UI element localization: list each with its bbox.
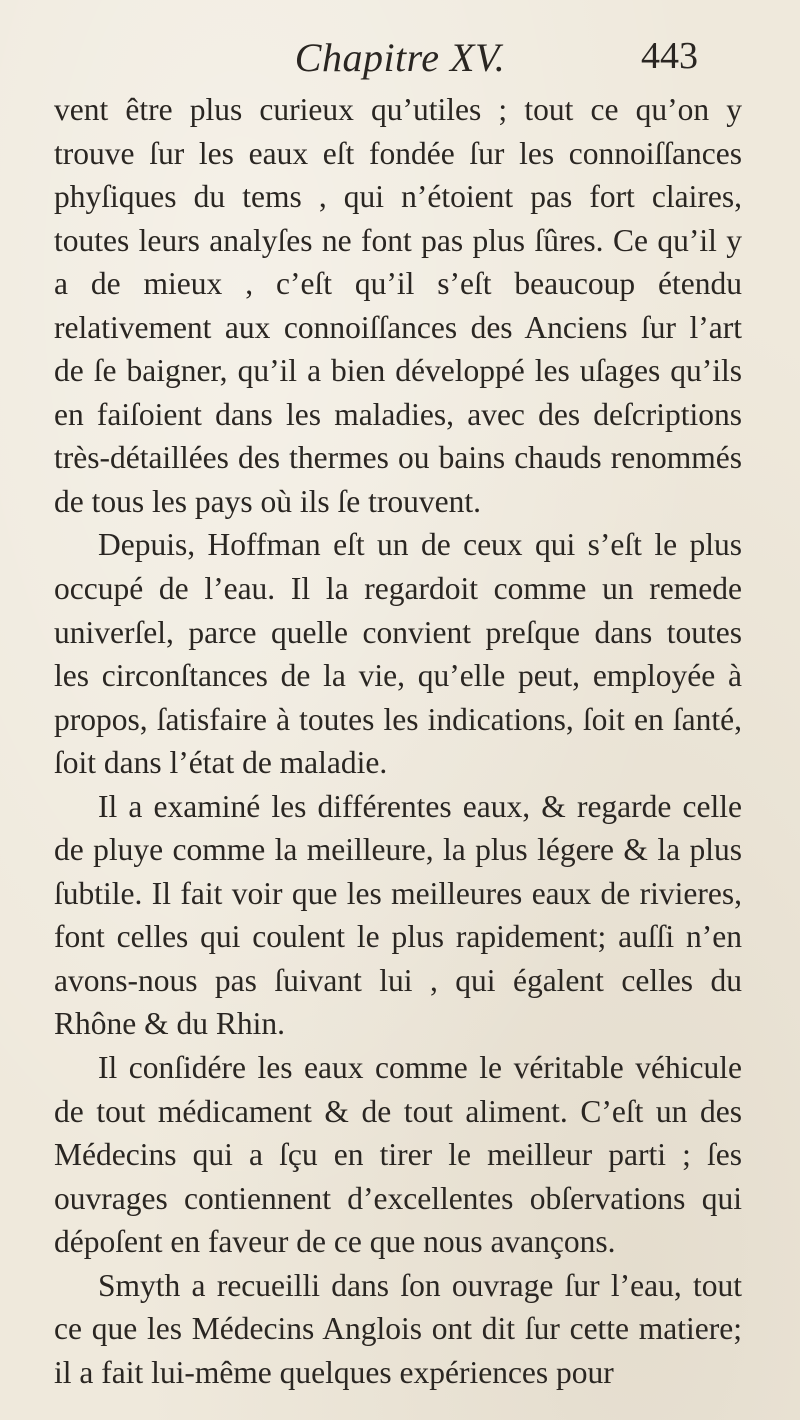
paragraph-smyth: Smyth a recueilli dans ſon ouvrage ſur l’eau, tout ce que les Médecins Anglois ont dit ſur cette matiere; il a fait lui-même quelques expériences pour bbox=[54, 1267, 742, 1390]
paragraph-hoffman: Depuis, Hoffman eſt un de ceux qui s’eſt le plus occupé de l’eau. Il la regardoit comme un remede univerſel, parce quelle convient preſque dans toutes les circonſtances de la vie, qu’elle peut, employée à propos, ſatisfaire à toutes les indications, ſoit en ſanté, ſoit dans l’état de maladie. bbox=[54, 527, 742, 781]
running-head bbox=[0, 34, 800, 84]
paragraph-vehicule: Il conſidére les eaux comme le véritable véhicule de tout médicament & de tout aliment. C’eſt un des Médecins qui a ſçu en tirer le meilleur parti ; ſes ouvrages contiennent d’excellentes obſervations qui dépoſent en faveur de ce que nous avançons. bbox=[54, 1050, 742, 1260]
page-number: 443 bbox=[641, 35, 698, 77]
chapter-title: Chapitre XV. bbox=[294, 35, 506, 80]
body-text bbox=[54, 88, 742, 1394]
paragraph-eaux: Il a examiné les différentes eaux, & regarde celle de pluye comme la meilleure, la plus légere & la plus ſubtile. Il fait voir que les meilleures eaux de rivieres, font celles qui coulent le plus rapidement; auſſi n’en avons-nous pas ſuivant lui , qui égalent celles du Rhône & du Rhin. bbox=[54, 788, 742, 1042]
paragraph-continued: vent être plus curieux qu’utiles ; tout ce qu’on y trouve ſur les eaux eſt fondée ſur les connoiſſances phyſiques du tems , qui n’étoient pas fort claires, toutes leurs analyſes ne font pas plus ſûres. Ce qu’il y a de mieux , c’eſt qu’il s’eſt beaucoup étendu relativement aux connoiſſances des Anciens ſur l’art de ſe baigner, qu’il a bien développé les uſages qu’ils en faiſoient dans les maladies, avec des deſcriptions très-détaillées des thermes ou bains chauds renommés de tous les pays où ils ſe trouvent. bbox=[54, 92, 742, 519]
